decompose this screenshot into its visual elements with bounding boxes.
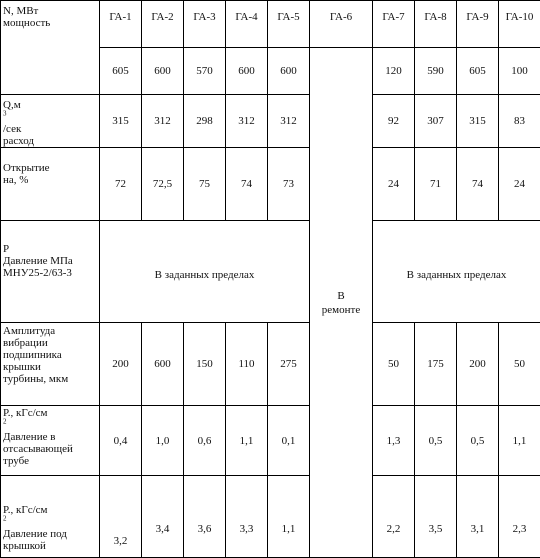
suction-ga8: 0,5 — [415, 406, 457, 476]
flow-label: Q,м $^3$ /сек расход — [1, 95, 100, 148]
vibration-ga4: 110 — [226, 323, 268, 406]
pressure-within-limits-right: В заданных пределах — [373, 221, 540, 323]
suction-pipe-row — [1, 406, 540, 476]
suction-ga10: 1,1 — [499, 406, 540, 476]
suction-ga5: 0,1 — [268, 406, 310, 476]
unit-header-ga7: ГА-7 — [373, 1, 415, 48]
vibration-row — [1, 323, 540, 406]
pressure-mnu-label: Р Давление МПа МНУ25-2/63-3 — [1, 221, 100, 323]
vibration-ga7: 50 — [373, 323, 415, 406]
opening-ga8: 71 — [415, 148, 457, 221]
unit-header-ga5: ГА-5 — [268, 1, 310, 48]
unit-header-ga10: ГА-10 — [499, 1, 540, 48]
unit-header-ga4: ГА-4 — [226, 1, 268, 48]
flow-row — [1, 95, 540, 148]
power-ga5: 600 — [268, 48, 310, 95]
suction-ga2: 1,0 — [142, 406, 184, 476]
under-cover-ga8: 3,5 — [415, 476, 457, 558]
suction-ga1: 0,4 — [100, 406, 142, 476]
power-ga1: 605 — [100, 48, 142, 95]
power-ga9: 605 — [457, 48, 499, 95]
vibration-ga3: 150 — [184, 323, 226, 406]
ga6-repair-cell: В ремонте — [310, 48, 373, 558]
under-cover-ga1: 3,2 — [100, 476, 142, 558]
under-cover-row — [1, 476, 540, 558]
power-ga2: 600 — [142, 48, 184, 95]
opening-ga10: 24 — [499, 148, 540, 221]
vibration-ga1: 200 — [100, 323, 142, 406]
flow-ga1: 315 — [100, 95, 142, 148]
suction-ga7: 1,3 — [373, 406, 415, 476]
flow-ga4: 312 — [226, 95, 268, 148]
unit-header-ga9: ГА-9 — [457, 1, 499, 48]
under-cover-label: Р., кГс/см $^2$ Давление под крышкой — [1, 476, 100, 558]
flow-ga5: 312 — [268, 95, 310, 148]
flow-ga3: 298 — [184, 95, 226, 148]
pressure-within-limits-left: В заданных пределах — [100, 221, 310, 323]
suction-ga9: 0,5 — [457, 406, 499, 476]
flow-ga7: 92 — [373, 95, 415, 148]
unit-header-ga6: ГА-6 — [310, 1, 373, 48]
unit-header-ga2: ГА-2 — [142, 1, 184, 48]
under-cover-ga4: 3,3 — [226, 476, 268, 558]
unit-header-ga1: ГА-1 — [100, 1, 142, 48]
power-label: N, МВт мощность — [1, 1, 100, 95]
header-row — [1, 1, 540, 48]
flow-ga10: 83 — [499, 95, 540, 148]
power-ga10: 100 — [499, 48, 540, 95]
opening-row — [1, 148, 540, 221]
under-cover-ga10: 2,3 — [499, 476, 540, 558]
opening-ga5: 73 — [268, 148, 310, 221]
opening-ga3: 75 — [184, 148, 226, 221]
flow-ga8: 307 — [415, 95, 457, 148]
vibration-ga8: 175 — [415, 323, 457, 406]
under-cover-ga3: 3,6 — [184, 476, 226, 558]
vibration-ga10: 50 — [499, 323, 540, 406]
suction-pipe-label: Р., кГс/см $^2$ Давление в отсасывающей трубе — [1, 406, 100, 476]
power-ga3: 570 — [184, 48, 226, 95]
power-ga4: 600 — [226, 48, 268, 95]
unit-header-ga3: ГА-3 — [184, 1, 226, 48]
under-cover-ga7: 2,2 — [373, 476, 415, 558]
vibration-ga5: 275 — [268, 323, 310, 406]
power-ga7: 120 — [373, 48, 415, 95]
pressure-mnu-row — [1, 221, 540, 323]
vibration-ga2: 600 — [142, 323, 184, 406]
flow-ga2: 312 — [142, 95, 184, 148]
vibration-label: Амплитуда вибрации подшипника крышки турбины, мкм — [1, 323, 100, 406]
under-cover-ga5: 1,1 — [268, 476, 310, 558]
suction-ga4: 1,1 — [226, 406, 268, 476]
opening-ga9: 74 — [457, 148, 499, 221]
opening-ga2: 72,5 — [142, 148, 184, 221]
power-ga8: 590 — [415, 48, 457, 95]
opening-ga7: 24 — [373, 148, 415, 221]
under-cover-ga2: 3,4 — [142, 476, 184, 558]
opening-label: Открытие на, % — [1, 148, 100, 221]
vibration-ga9: 200 — [457, 323, 499, 406]
suction-ga3: 0,6 — [184, 406, 226, 476]
opening-ga1: 72 — [100, 148, 142, 221]
flow-ga9: 315 — [457, 95, 499, 148]
under-cover-ga9: 3,1 — [457, 476, 499, 558]
opening-ga4: 74 — [226, 148, 268, 221]
unit-header-ga8: ГА-8 — [415, 1, 457, 48]
